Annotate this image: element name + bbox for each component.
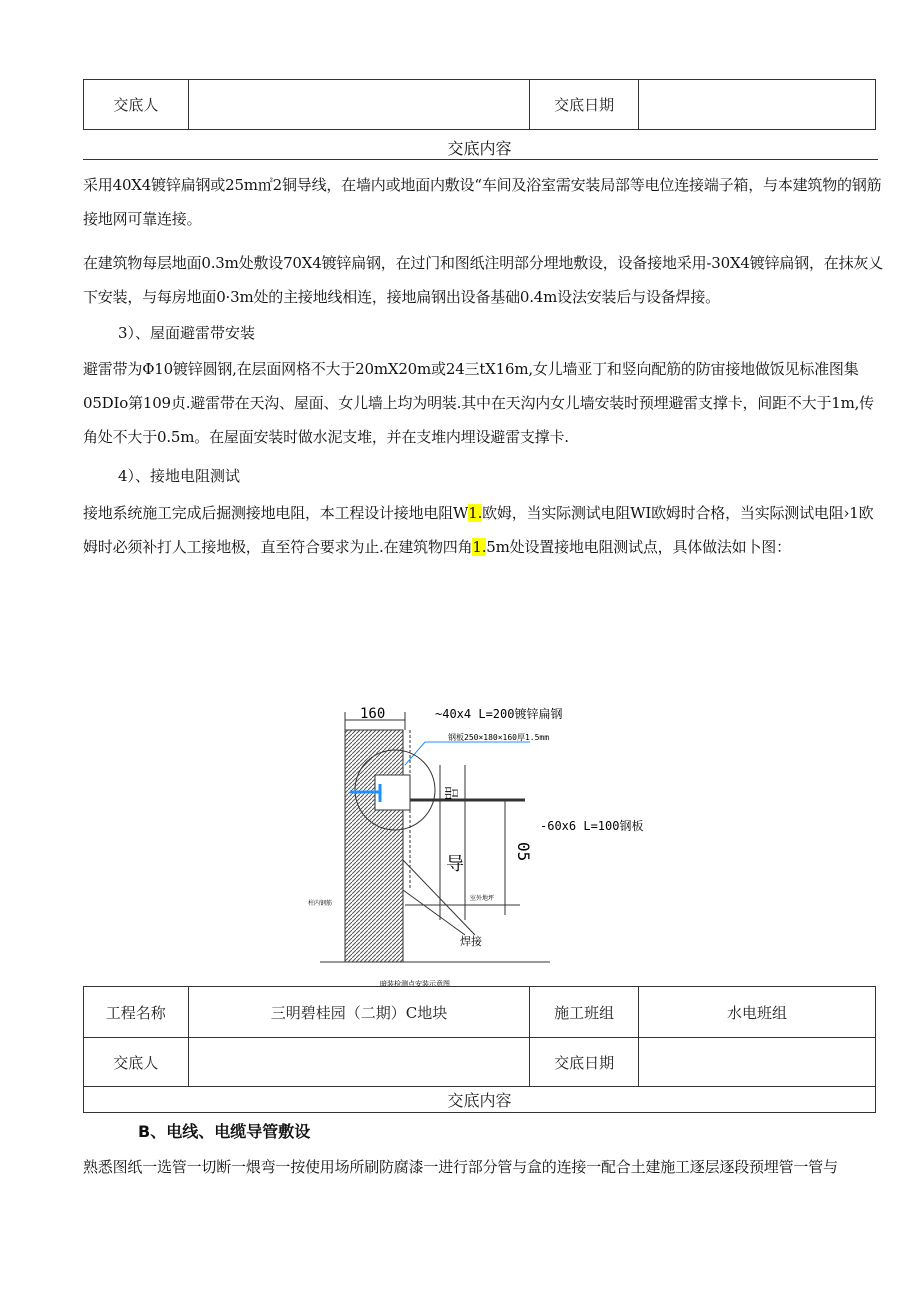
wall-hatch (345, 730, 403, 962)
label-guide: 导 (446, 854, 464, 875)
team-value: 水电班组 (638, 987, 875, 1038)
handover-person-value[interactable] (188, 80, 530, 130)
paragraph-last: 熟悉图纸一选管一切断一煨弯一按使用场所刷防腐漆一进行部分管与盒的连接一配合土建施工逐层逐段预埋管一管与 (83, 1158, 838, 1176)
section-b-heading: B、电线、电缆导管敷设 (138, 1122, 311, 1141)
label-pin: 品 (442, 786, 458, 800)
label-bar: -60x6 L=100钢板 (540, 819, 644, 833)
dim-160: 160 (360, 706, 386, 722)
label-plate: 钢板250×180×160厚1.5mm (448, 733, 550, 742)
handover-person-value-2[interactable] (188, 1038, 530, 1087)
label-right-small: 室外地坪 (470, 895, 495, 902)
paragraph-3: 避雷带为Φ10镀锌圆钢,在层面网格不大于20mX20m或24三tX16m,女儿墙亚丁和竖向配筋的防宙接地做饭见标准图集05DIo第109贞.避雷带在天沟、屋面、女儿墙上均为明装.其中在天沟内女儿墙安装时预埋避雷支撑卡，间距不大于1m,传角处不大于0.5m。在屋面安装时做水泥支堆，并在支堆内埋设避雷支撑卡. (83, 360, 874, 446)
handover-date-value-2[interactable] (638, 1038, 875, 1087)
handover-date-label: 交底日期 (530, 80, 639, 130)
paragraph-4-part-a: 接地系统施工完成后掘测接地电阻，本工程设计接地电阻W (83, 504, 469, 522)
diagram-caption: 暗装检测点安装示意图 (380, 980, 450, 988)
top-info-table (83, 79, 876, 130)
dim-05: 05 (514, 842, 533, 862)
paragraph-4-part-c: 5m处设置接地电阻测试点，具体做法如卜图： (486, 538, 791, 556)
content-title-top: 交底内容 (447, 139, 512, 158)
highlight-2: 1. (472, 538, 487, 556)
team-label: 施工班组 (530, 987, 639, 1038)
handover-date-value[interactable] (638, 80, 875, 130)
divider-top (83, 159, 878, 160)
label-flat-steel: ~40x4 L=200镀锌扁钢 (435, 707, 563, 721)
paragraph-4 (83, 496, 883, 564)
handover-date-label-2: 交底日期 (530, 1038, 639, 1087)
paragraph-4-part-b: 欧姆，当实际测试电阻WI欧姆时合格，当实际测试电阻›1欧姆时必须补打人工接地极，直至符合要求为止.在建筑物四角 (83, 504, 874, 556)
highlight-1: 1. (468, 504, 483, 522)
label-left-small: 柱内钢筋 (308, 900, 333, 907)
label-weld: 焊接 (460, 935, 482, 948)
project-name-label: 工程名称 (84, 987, 189, 1038)
heading-roof-lightning: 3）、屋面避雷带安装 (118, 324, 256, 342)
heading-ground-resistance: 4）、接地电阻测试 (118, 467, 241, 485)
project-name-value: 三明碧桂园（二期）C地块 (188, 987, 530, 1038)
paragraph-2: 在建筑物每层地面0.3m处敷设70X4镀锌扁钢，在过门和图纸注明部分埋地敷设，设备接地采用-30X4镀锌扁钢，在抹灰乂下安装，与每房地面0·3m处的主接地线相连，接地扁钢出设备基础0.4m设法安装后与设备焊接。 (83, 254, 883, 306)
content-title-bottom: 交底内容 (84, 1087, 876, 1113)
ground-test-point-diagram (300, 690, 660, 990)
paragraph-1: 采用40X4镀锌扁钢或25m㎡2铜导线，在墙内或地面内敷设“车间及浴室需安装局部等电位连接端子箱，与本建筑物的钢筋接地网可靠连接。 (83, 176, 882, 228)
bottom-info-table (83, 986, 876, 1113)
handover-person-label: 交底人 (84, 80, 189, 130)
handover-person-label-2: 交底人 (84, 1038, 189, 1087)
